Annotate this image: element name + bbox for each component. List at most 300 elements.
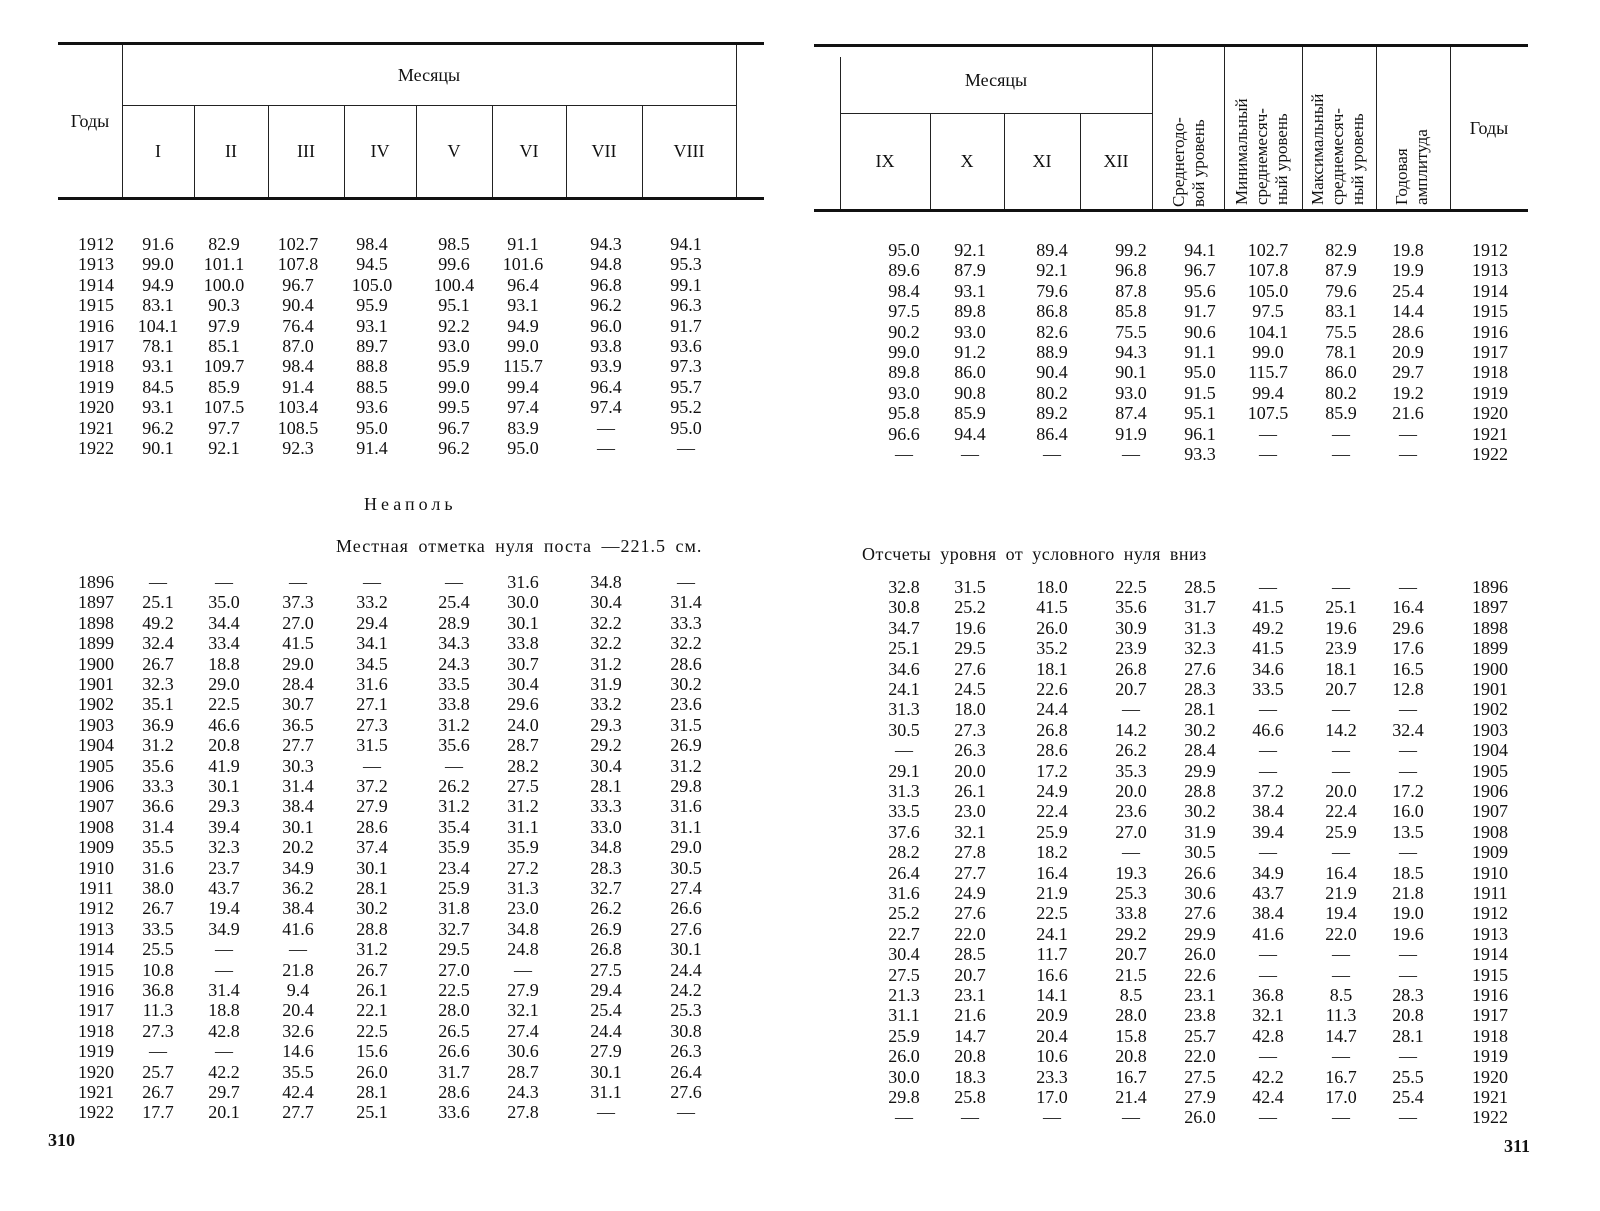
- table-cell: 19.4: [1325, 903, 1357, 924]
- table-cell: 38.4: [1252, 801, 1284, 822]
- table-row: [800, 444, 1600, 464]
- table-cell: 90.4: [282, 295, 314, 316]
- month-header-I: I: [155, 140, 161, 161]
- right-page: [800, 0, 1600, 1211]
- table-cell: 38.0: [142, 878, 174, 898]
- table-row: [0, 980, 800, 1000]
- table-cell: 86.8: [1036, 301, 1068, 322]
- left-table-header: [58, 42, 764, 200]
- table-cell: 82.9: [1325, 240, 1357, 260]
- table-cell: 1905: [1472, 760, 1508, 781]
- table-cell: 84.5: [142, 376, 174, 397]
- table-cell: 31.1: [670, 816, 702, 837]
- annual-level-header: Среднегодо- вой уровень: [1169, 117, 1208, 207]
- table-cell: 20.9: [1392, 342, 1424, 362]
- table-row: [800, 281, 1600, 301]
- table-cell: 34.5: [356, 653, 388, 674]
- table-cell: 30.1: [282, 816, 314, 837]
- table-cell: 11.7: [1036, 944, 1068, 965]
- table-cell: 26.0: [1184, 944, 1216, 965]
- table-cell: 97.7: [208, 417, 240, 438]
- table-cell: 18.0: [1036, 577, 1068, 597]
- table-cell: 30.4: [888, 944, 920, 965]
- table-cell: 30.4: [590, 755, 622, 776]
- table-cell: 29.5: [438, 939, 470, 960]
- table-cell: 96.8: [1115, 260, 1147, 281]
- table-cell: 32.7: [590, 878, 622, 898]
- month-header-VI: VI: [519, 140, 539, 161]
- table-cell: 29.0: [208, 674, 240, 694]
- table-cell: 31.2: [142, 735, 174, 756]
- table-cell: —: [1399, 760, 1417, 781]
- table-cell: 19.0: [1392, 903, 1424, 924]
- table-cell: 1900: [78, 653, 114, 674]
- table-cell: 29.9: [1184, 923, 1216, 944]
- table-row: [0, 1082, 800, 1102]
- amplitude-header: Годовая амплитуда: [1392, 129, 1431, 205]
- table-cell: 30.7: [507, 653, 539, 674]
- table-cell: 1905: [78, 755, 114, 776]
- table-cell: 1919: [78, 1041, 114, 1062]
- table-cell: 14.1: [1036, 985, 1068, 1005]
- table-cell: —: [1332, 842, 1350, 863]
- table-cell: 18.3: [954, 1066, 986, 1087]
- table-cell: 22.6: [1036, 679, 1068, 699]
- table-cell: —: [1332, 760, 1350, 781]
- table-row: [0, 356, 800, 376]
- table-row: [0, 960, 800, 980]
- table-cell: 26.2: [590, 898, 622, 919]
- table-cell: 20.9: [1036, 1005, 1068, 1026]
- table-cell: 86.0: [954, 362, 986, 383]
- min-level-header: Минимальный среднемесяч- ный уровень: [1232, 98, 1291, 205]
- table-cell: 83.9: [507, 417, 539, 438]
- table-cell: 29.6: [507, 694, 539, 715]
- header-divider: [194, 105, 195, 197]
- table-cell: 33.0: [590, 816, 622, 837]
- table-cell: 94.1: [670, 234, 702, 254]
- table-cell: 36.8: [142, 980, 174, 1000]
- table-cell: 90.2: [888, 321, 920, 342]
- table-cell: 20.8: [1115, 1046, 1147, 1067]
- table-cell: 1909: [78, 837, 114, 858]
- table-row: [0, 1041, 800, 1061]
- table-cell: 96.7: [438, 417, 470, 438]
- table-row: [800, 924, 1600, 944]
- table-cell: 95.0: [670, 417, 702, 438]
- table-cell: 21.9: [1325, 883, 1357, 903]
- table-cell: 79.6: [1036, 280, 1068, 301]
- table-row: [800, 720, 1600, 740]
- years-header: Годы: [70, 110, 110, 131]
- table-cell: 26.0: [1036, 617, 1068, 638]
- table-cell: 102.7: [277, 234, 319, 254]
- table-cell: 1920: [78, 1061, 114, 1082]
- table-cell: —: [1043, 444, 1061, 464]
- table-row: [800, 761, 1600, 781]
- table-cell: 95.9: [438, 356, 470, 377]
- table-cell: 93.3: [1184, 444, 1216, 464]
- table-cell: 29.9: [1184, 760, 1216, 781]
- table-cell: 19.2: [1392, 382, 1424, 403]
- header-divider: [1004, 113, 1005, 209]
- table-cell: 37.6: [888, 821, 920, 842]
- table-cell: 25.1: [142, 592, 174, 613]
- table-cell: 115.7: [503, 356, 543, 377]
- table-cell: 20.7: [1115, 944, 1147, 965]
- table-cell: 25.3: [670, 1000, 702, 1021]
- table-cell: —: [895, 740, 913, 761]
- table-cell: 1913: [78, 254, 114, 275]
- table-cell: 35.6: [142, 755, 174, 776]
- table-cell: 1920: [1472, 1066, 1508, 1087]
- table-cell: 28.6: [670, 653, 702, 674]
- table-cell: 33.3: [142, 776, 174, 796]
- table-row: [800, 403, 1600, 423]
- table-cell: 21.8: [282, 959, 314, 980]
- table-cell: 35.3: [1115, 760, 1147, 781]
- table-cell: 1917: [78, 336, 114, 356]
- table-cell: 27.9: [507, 980, 539, 1000]
- table-cell: 29.4: [590, 980, 622, 1000]
- table-cell: 33.5: [888, 801, 920, 822]
- table-cell: 1902: [78, 694, 114, 715]
- table-cell: 1910: [1472, 862, 1508, 883]
- table-cell: 28.2: [507, 755, 539, 776]
- table-cell: 35.6: [1115, 597, 1147, 618]
- header-divider: [566, 105, 567, 197]
- table-cell: 89.6: [888, 260, 920, 281]
- table-cell: 28.8: [356, 918, 388, 939]
- header-divider: [344, 105, 345, 197]
- table-cell: 23.3: [1036, 1066, 1068, 1087]
- years-header: Годы: [1469, 117, 1509, 138]
- table-cell: 27.6: [954, 658, 986, 679]
- table-cell: 15.8: [1115, 1025, 1147, 1046]
- table-cell: 1918: [1472, 1025, 1508, 1046]
- table-cell: —: [1122, 842, 1140, 863]
- table-cell: 42.8: [208, 1020, 240, 1041]
- table-cell: 33.4: [208, 633, 240, 654]
- page-number: 311: [1504, 1136, 1531, 1156]
- table-cell: 31.2: [438, 796, 470, 817]
- table-cell: 89.4: [1036, 240, 1068, 260]
- table-cell: 31.6: [142, 857, 174, 878]
- table-cell: 31.5: [356, 735, 388, 756]
- table-cell: 85.9: [954, 403, 986, 424]
- table-cell: 39.4: [208, 816, 240, 837]
- table-cell: 97.3: [670, 356, 702, 377]
- table-cell: 35.4: [438, 816, 470, 837]
- table-cell: 1921: [78, 417, 114, 438]
- month-header-II: II: [225, 140, 237, 161]
- table-cell: 16.7: [1115, 1066, 1147, 1087]
- table-cell: 27.6: [670, 918, 702, 939]
- table-cell: 33.5: [438, 674, 470, 694]
- table-cell: 92.1: [1036, 260, 1068, 281]
- table-cell: 34.4: [208, 612, 240, 633]
- table-cell: 1907: [78, 796, 114, 817]
- table-row: [0, 336, 800, 356]
- table-row: [800, 597, 1600, 617]
- table-cell: 34.9: [1252, 862, 1284, 883]
- table-cell: 26.1: [954, 781, 986, 801]
- table-row: [0, 275, 800, 295]
- table-cell: 31.5: [670, 714, 702, 735]
- table-cell: 19.8: [1392, 240, 1424, 260]
- table-cell: —: [1122, 1107, 1140, 1128]
- table-cell: 25.7: [142, 1061, 174, 1082]
- table-row: [0, 878, 800, 898]
- table-cell: 1906: [1472, 781, 1508, 801]
- table-cell: 83.1: [1325, 301, 1357, 322]
- table-cell: 91.9: [1115, 423, 1147, 444]
- table-cell: 85.1: [208, 336, 240, 356]
- table-cell: 91.4: [282, 376, 314, 397]
- table-cell: —: [1399, 577, 1417, 597]
- table-cell: 17.0: [1325, 1087, 1357, 1107]
- table-cell: 109.7: [203, 356, 245, 377]
- table-row: [800, 842, 1600, 862]
- table-cell: 100.0: [203, 274, 245, 295]
- table-cell: 99.0: [1252, 342, 1284, 362]
- table-cell: —: [1399, 944, 1417, 965]
- table-cell: 24.4: [590, 1020, 622, 1041]
- table-cell: 35.5: [282, 1061, 314, 1082]
- table-cell: 26.4: [670, 1061, 702, 1082]
- table-cell: 1914: [1472, 944, 1508, 965]
- table-cell: 14.4: [1392, 301, 1424, 322]
- month-header-V: V: [447, 140, 461, 161]
- table-cell: 26.8: [1036, 719, 1068, 740]
- table-cell: 31.4: [282, 776, 314, 796]
- table-cell: 23.6: [1115, 801, 1147, 822]
- table-cell: 34.9: [208, 918, 240, 939]
- table-cell: 25.2: [954, 597, 986, 618]
- table-cell: 107.5: [203, 397, 245, 418]
- table-cell: 29.1: [888, 760, 920, 781]
- table-cell: 18.0: [954, 699, 986, 720]
- table-cell: 1922: [1472, 1107, 1508, 1128]
- table-cell: 95.0: [356, 417, 388, 438]
- table-cell: 27.0: [282, 612, 314, 633]
- table-cell: 1916: [1472, 985, 1508, 1005]
- table-cell: 32.4: [1392, 719, 1424, 740]
- table-cell: 1917: [78, 1000, 114, 1021]
- table-cell: 88.5: [356, 376, 388, 397]
- table-row: [0, 295, 800, 315]
- table-row: [0, 674, 800, 694]
- table-row: [0, 919, 800, 939]
- table-cell: 28.3: [1184, 679, 1216, 699]
- table-cell: 1916: [1472, 321, 1508, 342]
- table-cell: 28.5: [1184, 577, 1216, 597]
- month-header-IV: IV: [370, 140, 390, 161]
- table-cell: 27.1: [356, 694, 388, 715]
- table-cell: —: [363, 755, 381, 776]
- table-cell: —: [677, 1102, 695, 1123]
- table-cell: 30.5: [888, 719, 920, 740]
- table-cell: 29.0: [670, 837, 702, 858]
- table-cell: 33.3: [590, 796, 622, 817]
- table-cell: 16.6: [1036, 964, 1068, 985]
- table-cell: 31.1: [590, 1082, 622, 1102]
- table-cell: 33.2: [356, 592, 388, 613]
- table-cell: 29.3: [590, 714, 622, 735]
- table-row: [0, 377, 800, 397]
- table-cell: 95.2: [670, 397, 702, 418]
- table-cell: 36.6: [142, 796, 174, 817]
- table-cell: 94.3: [1115, 342, 1147, 362]
- table-cell: 24.3: [438, 653, 470, 674]
- table-cell: 93.0: [888, 382, 920, 403]
- table-cell: 25.7: [1184, 1025, 1216, 1046]
- table-cell: 35.0: [208, 592, 240, 613]
- table-cell: 26.2: [438, 776, 470, 796]
- table-cell: 41.6: [1252, 923, 1284, 944]
- table-cell: 27.9: [590, 1041, 622, 1062]
- table-cell: 16.5: [1392, 658, 1424, 679]
- table-cell: 1909: [1472, 842, 1508, 863]
- table-cell: 1921: [1472, 423, 1508, 444]
- table-cell: —: [677, 438, 695, 458]
- table-cell: 27.0: [438, 959, 470, 980]
- table-cell: 94.4: [954, 423, 986, 444]
- table-row: [0, 858, 800, 878]
- table-cell: 1912: [1472, 240, 1508, 260]
- max-level-header: Максимальный среднемесяч- ный уровень: [1308, 93, 1367, 205]
- table-cell: 29.5: [954, 638, 986, 659]
- table-cell: 31.2: [507, 796, 539, 817]
- month-header-XII: XII: [1103, 150, 1129, 171]
- table-cell: 19.6: [954, 617, 986, 638]
- table-cell: 1907: [1472, 801, 1508, 822]
- table-cell: 36.8: [1252, 985, 1284, 1005]
- table-cell: 93.0: [1115, 382, 1147, 403]
- table-row: [0, 837, 800, 857]
- table-cell: 107.8: [1247, 260, 1289, 281]
- table-cell: 28.5: [954, 944, 986, 965]
- table-cell: 105.0: [351, 274, 393, 295]
- table-cell: 31.2: [670, 755, 702, 776]
- table-cell: 1919: [1472, 1046, 1508, 1067]
- month-header-III: III: [297, 140, 315, 161]
- table-cell: 21.6: [1392, 403, 1424, 424]
- table-cell: —: [677, 572, 695, 592]
- table-cell: 15.6: [356, 1041, 388, 1062]
- table-cell: 96.7: [1184, 260, 1216, 281]
- table-cell: 31.4: [670, 592, 702, 613]
- table-cell: —: [215, 939, 233, 960]
- table-row: [800, 883, 1600, 903]
- right-table-header: [814, 44, 1528, 212]
- table-cell: 96.4: [590, 376, 622, 397]
- table-cell: —: [289, 572, 307, 592]
- table-cell: 26.7: [142, 1082, 174, 1102]
- table-cell: 26.7: [142, 898, 174, 919]
- table-row: [800, 322, 1600, 342]
- table-cell: 28.4: [282, 674, 314, 694]
- table-cell: 20.7: [1325, 679, 1357, 699]
- table-cell: 29.2: [1115, 923, 1147, 944]
- table-cell: 92.1: [208, 438, 240, 458]
- table-cell: 89.8: [954, 301, 986, 322]
- table-cell: 1919: [78, 376, 114, 397]
- table-cell: 20.8: [1392, 1005, 1424, 1026]
- table-cell: 29.8: [670, 776, 702, 796]
- table-cell: 21.3: [888, 985, 920, 1005]
- table-cell: 30.2: [670, 674, 702, 694]
- table-cell: 20.1: [208, 1102, 240, 1123]
- table-cell: 28.1: [356, 1082, 388, 1102]
- table-cell: 22.5: [356, 1020, 388, 1041]
- table-cell: 30.4: [507, 674, 539, 694]
- table-cell: 24.5: [954, 679, 986, 699]
- table-cell: 22.6: [1184, 964, 1216, 985]
- table-cell: 97.4: [507, 397, 539, 418]
- table-cell: 28.0: [1115, 1005, 1147, 1026]
- table-cell: 34.9: [282, 857, 314, 878]
- table-cell: 31.2: [438, 714, 470, 735]
- table-row: [800, 260, 1600, 280]
- table-cell: 29.0: [282, 653, 314, 674]
- table-cell: 1922: [78, 438, 114, 458]
- table-cell: 19.6: [1392, 923, 1424, 944]
- table-row: [0, 316, 800, 336]
- table-cell: 97.5: [1252, 301, 1284, 322]
- table-cell: 21.6: [954, 1005, 986, 1026]
- month-header-VII: VII: [591, 140, 617, 161]
- table-cell: 20.4: [282, 1000, 314, 1021]
- table-cell: 1921: [78, 1082, 114, 1102]
- table-cell: 1898: [1472, 617, 1508, 638]
- table-cell: 28.9: [438, 612, 470, 633]
- table-cell: 17.2: [1392, 781, 1424, 801]
- table-cell: —: [961, 1107, 979, 1128]
- table-cell: 82.9: [208, 234, 240, 254]
- table-cell: 1911: [78, 878, 114, 898]
- table-cell: 93.1: [142, 356, 174, 377]
- table-cell: 30.8: [670, 1020, 702, 1041]
- table-cell: 90.4: [1036, 362, 1068, 383]
- table-cell: 85.9: [208, 376, 240, 397]
- header-divider: [736, 45, 737, 197]
- table-cell: 20.7: [954, 964, 986, 985]
- table-cell: 25.4: [1392, 280, 1424, 301]
- table-cell: 1912: [1472, 903, 1508, 924]
- table-cell: 28.3: [1392, 985, 1424, 1005]
- table-cell: 94.8: [590, 254, 622, 275]
- table-cell: 21.4: [1115, 1087, 1147, 1107]
- table-cell: 46.6: [208, 714, 240, 735]
- table-cell: —: [1399, 444, 1417, 464]
- table-cell: 94.1: [1184, 240, 1216, 260]
- table-cell: 101.6: [502, 254, 544, 275]
- table-cell: 93.1: [954, 280, 986, 301]
- table-cell: 22.1: [356, 1000, 388, 1021]
- table-cell: 92.1: [954, 240, 986, 260]
- table-cell: —: [597, 1102, 615, 1123]
- table-cell: 93.1: [356, 315, 388, 336]
- table-cell: 75.5: [1325, 321, 1357, 342]
- table-row: [800, 424, 1600, 444]
- table-cell: 96.4: [507, 274, 539, 295]
- table-cell: 24.8: [507, 939, 539, 960]
- table-cell: 22.5: [438, 980, 470, 1000]
- table-row: [0, 254, 800, 274]
- table-cell: 30.9: [1115, 617, 1147, 638]
- table-cell: 20.8: [954, 1046, 986, 1067]
